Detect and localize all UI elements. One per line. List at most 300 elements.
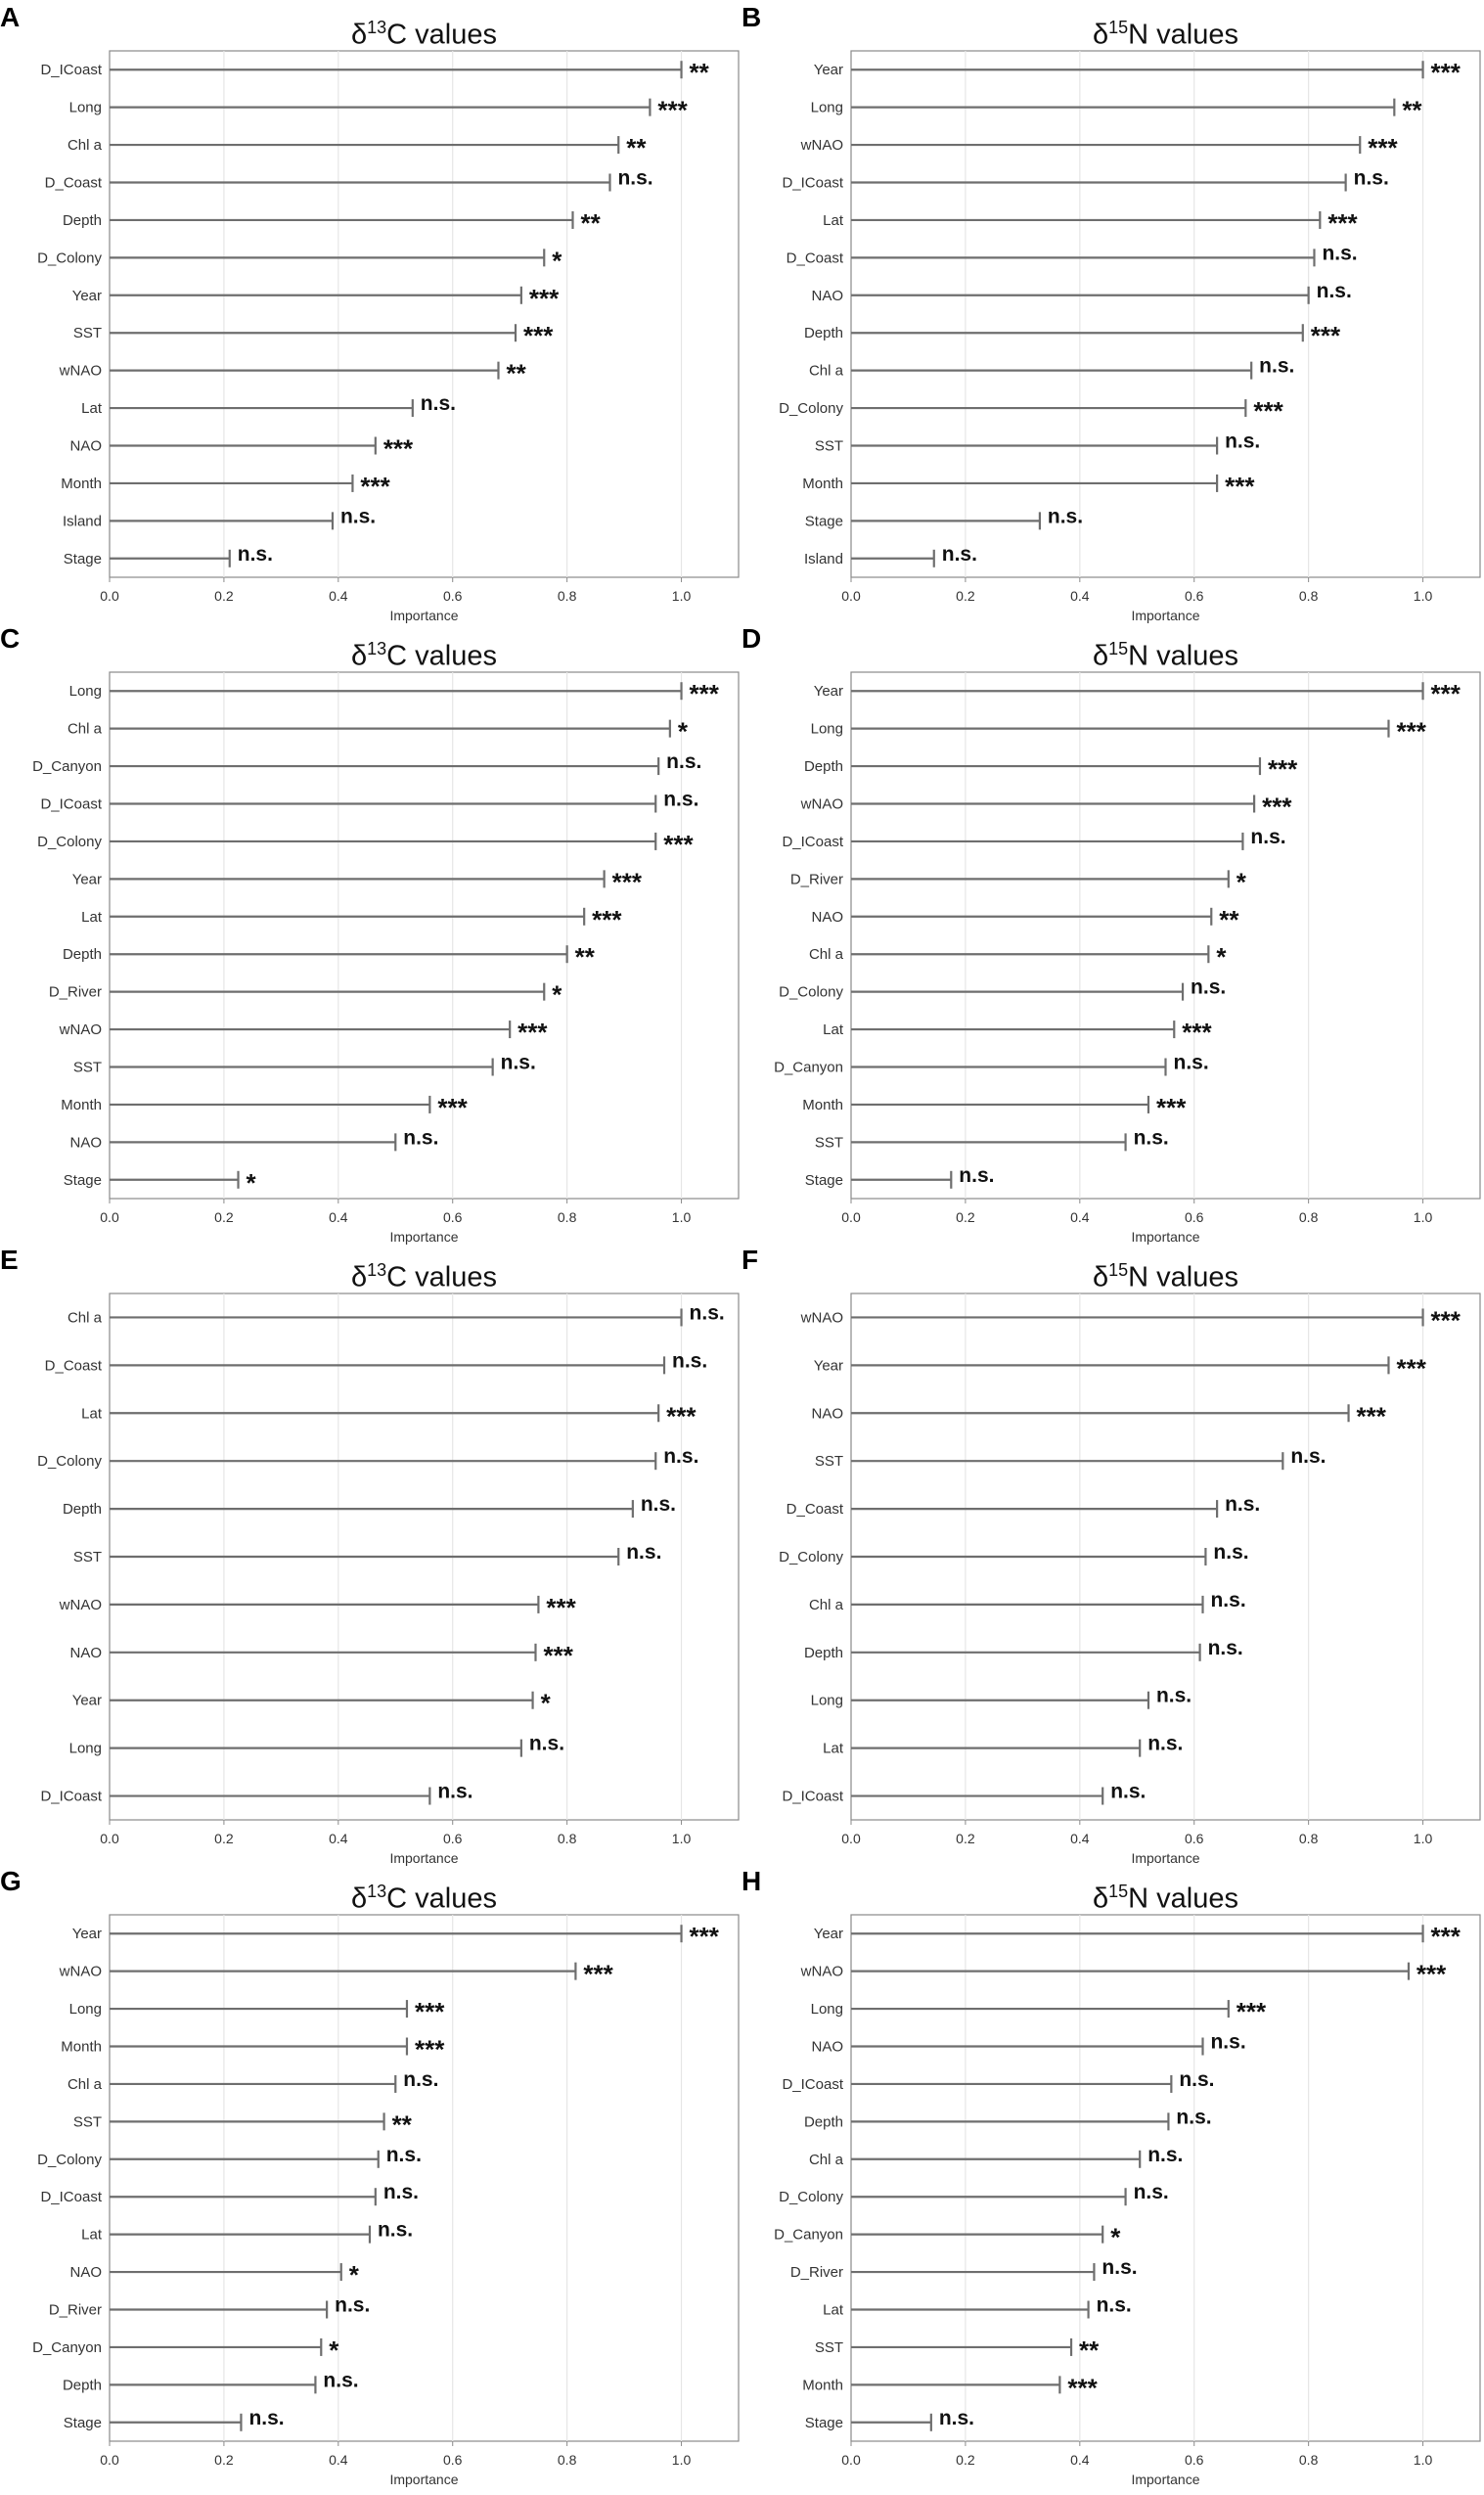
category-label: Lat <box>823 1740 843 1757</box>
significance-label: *** <box>666 1401 697 1431</box>
category-label: D_River <box>48 983 102 1001</box>
panel-label: D <box>742 623 762 654</box>
x-tick-label: 1.0 <box>671 2452 692 2468</box>
significance-label: n.s. <box>1096 2293 1132 2317</box>
significance-label: n.s. <box>1259 354 1295 378</box>
category-label: Stage <box>63 550 102 567</box>
significance-label: n.s. <box>663 1445 699 1469</box>
category-label: D_ICoast <box>782 2075 843 2093</box>
panel-g <box>0 1864 742 2486</box>
significance-label: n.s. <box>689 1301 725 1325</box>
x-tick-label: 0.0 <box>100 1209 119 1225</box>
x-tick-label: 0.0 <box>841 1209 861 1225</box>
category-label: D_ICoast <box>40 795 102 813</box>
chart-title: $\delta^{13}C$ values <box>350 18 497 51</box>
significance-label: n.s. <box>1173 1051 1209 1074</box>
x-tick-label: 0.6 <box>442 1831 463 1846</box>
significance-label: *** <box>1430 1922 1461 1952</box>
x-tick-label: 0.6 <box>442 2452 463 2468</box>
x-tick-label: 0.8 <box>1298 1831 1319 1846</box>
category-label: wNAO <box>800 795 843 813</box>
category-label: Long <box>68 683 102 701</box>
category-label: D_Colony <box>779 1549 843 1565</box>
significance-label: n.s. <box>335 2293 371 2317</box>
significance-label: n.s. <box>420 392 456 416</box>
significance-label: *** <box>583 1959 613 1989</box>
significance-label: n.s. <box>403 1126 439 1150</box>
x-tick-label: 0.4 <box>329 588 348 604</box>
x-tick-label: 1.0 <box>671 1831 692 1846</box>
category-label: Lat <box>823 2301 843 2319</box>
significance-label: n.s. <box>1225 1493 1261 1517</box>
category-label: Year <box>813 683 843 701</box>
significance-label: n.s. <box>248 2406 285 2429</box>
category-label: D_Canyon <box>774 2226 843 2244</box>
category-label: Chl a <box>808 1596 843 1613</box>
significance-label: * <box>1216 942 1227 973</box>
category-label: wNAO <box>59 1021 102 1039</box>
category-label: D_Coast <box>786 250 843 267</box>
significance-label: n.s. <box>1210 1588 1246 1611</box>
x-tick-label: 0.4 <box>329 1209 348 1225</box>
category-label: Chl a <box>67 720 102 738</box>
significance-label: *** <box>689 1922 719 1952</box>
category-label: wNAO <box>800 137 843 155</box>
significance-label: n.s. <box>1133 2181 1169 2204</box>
category-label: Long <box>68 99 102 116</box>
significance-label: *** <box>414 1997 445 2027</box>
x-tick-label: 0.6 <box>442 1209 463 1225</box>
category-label: Year <box>813 1926 843 1943</box>
category-label: D_Colony <box>37 833 102 850</box>
category-label: Month <box>61 1096 102 1113</box>
category-label: Depth <box>803 2113 843 2131</box>
category-label: Depth <box>62 1501 102 1519</box>
significance-label: *** <box>1430 1305 1461 1336</box>
x-tick-label: 0.8 <box>557 1209 577 1225</box>
chart-title: $\delta^{15}N$ values <box>1092 1260 1238 1293</box>
category-label: Long <box>810 1692 843 1709</box>
x-tick-label: 0.4 <box>1070 2452 1090 2468</box>
x-axis-label: Importance <box>389 1229 459 1245</box>
x-tick-label: 0.8 <box>557 1831 577 1846</box>
significance-label: *** <box>1416 1959 1447 1989</box>
category-label: D_River <box>789 2264 843 2282</box>
x-tick-label: 0.2 <box>214 588 234 604</box>
x-tick-label: 0.4 <box>1070 1831 1090 1846</box>
significance-label: ** <box>1079 2335 1100 2365</box>
significance-label: * <box>552 979 562 1010</box>
x-tick-label: 0.4 <box>1070 1209 1090 1225</box>
category-label: wNAO <box>800 1963 843 1980</box>
category-label: Year <box>813 1357 843 1375</box>
significance-label: n.s. <box>1176 2106 1212 2129</box>
significance-label: *** <box>543 1640 573 1670</box>
category-label: Depth <box>803 758 843 776</box>
category-label: Stage <box>804 1171 843 1189</box>
x-tick-label: 0.8 <box>557 588 577 604</box>
x-tick-label: 0.2 <box>214 2452 234 2468</box>
x-tick-label: 0.0 <box>841 588 861 604</box>
significance-label: n.s. <box>666 750 702 774</box>
x-tick-label: 0.8 <box>1298 588 1319 604</box>
panel-label: B <box>742 2 762 32</box>
x-tick-label: 1.0 <box>1413 588 1433 604</box>
category-label: D_Canyon <box>32 2338 102 2356</box>
category-label: Stage <box>63 2414 102 2431</box>
category-label: Chl a <box>67 137 102 155</box>
x-tick-label: 1.0 <box>671 588 692 604</box>
category-label: Depth <box>62 946 102 964</box>
category-label: Month <box>802 475 843 492</box>
significance-label: * <box>1236 867 1246 897</box>
x-tick-label: 0.0 <box>100 588 119 604</box>
significance-label: n.s. <box>382 2181 420 2204</box>
category-label: D_Coast <box>44 174 102 192</box>
category-label: Long <box>810 2001 843 2019</box>
x-tick-label: 1.0 <box>1413 1209 1433 1225</box>
category-label: D_Colony <box>779 2189 843 2206</box>
significance-label: *** <box>1262 792 1292 822</box>
panel-e <box>0 1243 742 1865</box>
significance-label: *** <box>1253 396 1283 427</box>
category-label: Year <box>813 62 843 79</box>
plot-frame <box>851 1915 1480 2441</box>
significance-label: * <box>1110 2222 1121 2252</box>
significance-label: n.s. <box>1225 430 1261 453</box>
x-axis-label: Importance <box>1131 1850 1200 1866</box>
significance-label: *** <box>1155 1092 1187 1122</box>
category-label: Island <box>62 513 102 530</box>
significance-label: ** <box>574 942 595 973</box>
category-label: NAO <box>69 1644 102 1661</box>
panel-b <box>742 0 1483 622</box>
category-label: NAO <box>69 437 102 455</box>
category-label: Year <box>71 871 102 888</box>
category-label: wNAO <box>59 1963 102 1980</box>
category-label: SST <box>814 2338 843 2356</box>
panel-label: C <box>0 623 21 654</box>
significance-label: ** <box>391 2109 412 2140</box>
x-tick-label: 0.2 <box>214 1209 234 1225</box>
x-tick-label: 0.8 <box>557 2452 577 2468</box>
category-label: Lat <box>823 211 843 229</box>
category-label: D_Colony <box>779 983 843 1001</box>
category-label: Lat <box>81 908 102 926</box>
x-tick-label: 0.0 <box>841 2452 861 2468</box>
significance-label: n.s. <box>1147 2143 1184 2166</box>
significance-label: *** <box>1182 1018 1212 1048</box>
x-tick-label: 0.0 <box>841 1831 861 1846</box>
x-tick-label: 0.2 <box>956 588 975 604</box>
chart-title: $\delta^{13}C$ values <box>350 1882 497 1915</box>
significance-label: *** <box>663 829 694 859</box>
category-label: D_Colony <box>37 2151 102 2168</box>
significance-label: n.s. <box>1147 1732 1184 1755</box>
x-tick-label: 0.6 <box>1184 1209 1204 1225</box>
significance-label: ** <box>1402 95 1422 125</box>
category-label: Chl a <box>808 362 843 380</box>
category-label: wNAO <box>800 1309 843 1327</box>
category-label: Chl a <box>67 1309 102 1327</box>
category-label: D_Coast <box>786 1501 843 1519</box>
panel-f <box>742 1243 1483 1865</box>
x-tick-label: 0.2 <box>214 1831 234 1846</box>
significance-label: n.s. <box>938 2406 975 2429</box>
category-label: SST <box>72 2113 102 2131</box>
plot-frame <box>110 1915 739 2441</box>
x-tick-label: 0.6 <box>442 588 463 604</box>
significance-label: n.s. <box>1210 2030 1246 2054</box>
significance-label: n.s. <box>1207 1636 1243 1659</box>
category-label: Lat <box>81 400 102 418</box>
category-label: NAO <box>69 1134 102 1152</box>
category-label: SST <box>72 1549 102 1565</box>
category-label: Stage <box>63 1171 102 1189</box>
significance-label: *** <box>1396 1353 1426 1384</box>
x-axis-label: Importance <box>389 2472 459 2487</box>
category-label: Lat <box>823 1021 843 1039</box>
significance-label: n.s. <box>663 788 699 811</box>
significance-label: *** <box>1396 716 1426 747</box>
category-label: D_Coast <box>44 1357 102 1375</box>
category-label: Long <box>68 2001 102 2019</box>
category-label: D_ICoast <box>40 62 102 79</box>
chart-title: $\delta^{13}C$ values <box>350 1260 497 1293</box>
bar-chart <box>0 0 742 622</box>
significance-label: *** <box>360 471 390 501</box>
category-label: D_ICoast <box>40 2189 102 2206</box>
significance-label: *** <box>657 95 688 125</box>
bar-chart <box>742 1864 1483 2486</box>
category-label: D_ICoast <box>40 1788 102 1805</box>
significance-label: n.s. <box>1191 975 1227 999</box>
x-axis-label: Importance <box>1131 2472 1200 2487</box>
significance-label: ** <box>626 133 647 163</box>
x-tick-label: 0.0 <box>100 1831 119 1846</box>
category-label: Lat <box>81 1405 102 1423</box>
category-label: Year <box>71 1692 102 1709</box>
significance-label: n.s. <box>528 1732 565 1755</box>
category-label: Chl a <box>808 2151 843 2168</box>
significance-label: n.s. <box>672 1349 708 1373</box>
significance-label: n.s. <box>626 1541 662 1564</box>
x-tick-label: 0.6 <box>1184 588 1204 604</box>
category-label: SST <box>814 1453 843 1471</box>
x-tick-label: 0.6 <box>1184 2452 1204 2468</box>
category-label: Long <box>810 720 843 738</box>
category-label: SST <box>814 437 843 455</box>
category-label: Depth <box>62 2377 102 2394</box>
x-tick-label: 0.4 <box>1070 588 1090 604</box>
x-tick-label: 0.0 <box>100 2452 119 2468</box>
category-label: Chl a <box>808 946 843 964</box>
chart-title: $\delta^{15}N$ values <box>1092 1882 1238 1915</box>
significance-label: * <box>677 716 688 747</box>
chart-title: $\delta^{15}N$ values <box>1092 639 1238 672</box>
category-label: D_ICoast <box>782 1788 843 1805</box>
chart-title: $\delta^{15}N$ values <box>1092 18 1238 51</box>
category-label: SST <box>72 325 102 342</box>
panel-label: A <box>0 2 21 32</box>
panel-label: F <box>742 1245 759 1275</box>
significance-label: *** <box>1356 1401 1386 1431</box>
category-label: Depth <box>62 211 102 229</box>
category-label: NAO <box>69 2264 102 2282</box>
category-label: SST <box>814 1134 843 1152</box>
category-label: NAO <box>811 908 843 926</box>
category-label: Long <box>810 99 843 116</box>
significance-label: *** <box>1310 321 1341 351</box>
bar-chart <box>0 621 742 1244</box>
significance-label: n.s. <box>941 542 977 566</box>
chart-title: $\delta^{13}C$ values <box>350 639 497 672</box>
significance-label: n.s. <box>1110 1780 1147 1803</box>
significance-label: * <box>329 2335 339 2365</box>
bar-chart <box>0 1243 742 1865</box>
x-axis-label: Importance <box>1131 1229 1200 1245</box>
significance-label: n.s. <box>1322 242 1358 265</box>
category-label: NAO <box>811 1405 843 1423</box>
category-label: D_Canyon <box>32 758 102 776</box>
significance-label: ** <box>580 207 601 238</box>
plot-frame <box>110 51 739 577</box>
significance-label: ** <box>689 58 709 88</box>
significance-label: n.s. <box>500 1051 536 1074</box>
category-label: Month <box>802 1096 843 1113</box>
significance-label: *** <box>1067 2373 1098 2403</box>
significance-label: *** <box>611 867 642 897</box>
x-axis-label: Importance <box>1131 608 1200 623</box>
x-tick-label: 0.8 <box>1298 2452 1319 2468</box>
bar-chart <box>742 1243 1483 1865</box>
significance-label: n.s. <box>437 1780 473 1803</box>
panel-c <box>0 621 742 1244</box>
panel-label: G <box>0 1866 22 1896</box>
significance-label: *** <box>546 1592 576 1622</box>
panel-d <box>742 621 1483 1244</box>
significance-label: n.s. <box>640 1493 677 1517</box>
significance-label: * <box>540 1688 551 1718</box>
category-label: SST <box>72 1059 102 1076</box>
significance-label: n.s. <box>1179 2067 1215 2091</box>
significance-label: *** <box>1430 58 1461 88</box>
category-label: D_Canyon <box>774 1059 843 1076</box>
significance-label: *** <box>592 904 622 934</box>
significance-label: ** <box>1219 904 1239 934</box>
significance-label: n.s. <box>323 2369 359 2392</box>
category-label: D_River <box>48 2301 102 2319</box>
category-label: Depth <box>803 1644 843 1661</box>
category-label: D_River <box>789 871 843 888</box>
category-label: wNAO <box>59 1596 102 1613</box>
significance-label: n.s. <box>1047 505 1084 528</box>
significance-label: n.s. <box>403 2067 439 2091</box>
category-label: Stage <box>804 2414 843 2431</box>
category-label: Lat <box>81 2226 102 2244</box>
category-label: Chl a <box>67 2075 102 2093</box>
significance-label: n.s. <box>377 2218 414 2242</box>
significance-label: *** <box>437 1092 468 1122</box>
category-label: Stage <box>804 513 843 530</box>
x-tick-label: 0.4 <box>329 2452 348 2468</box>
category-label: D_ICoast <box>782 833 843 850</box>
bar-chart <box>0 1864 742 2486</box>
x-tick-label: 1.0 <box>1413 2452 1433 2468</box>
bar-chart <box>742 621 1483 1244</box>
panel-label: H <box>742 1866 762 1896</box>
significance-label: *** <box>414 2034 445 2064</box>
x-tick-label: 0.2 <box>956 2452 975 2468</box>
category-label: Long <box>68 1740 102 1757</box>
x-tick-label: 1.0 <box>671 1209 692 1225</box>
x-tick-label: 0.2 <box>956 1831 975 1846</box>
category-label: Year <box>71 287 102 304</box>
panel-a <box>0 0 742 622</box>
significance-label: n.s. <box>1213 1541 1249 1564</box>
significance-label: n.s. <box>339 505 377 528</box>
significance-label: *** <box>1327 207 1358 238</box>
significance-label: *** <box>1430 679 1461 709</box>
category-label: Month <box>61 475 102 492</box>
x-tick-label: 0.8 <box>1298 1209 1319 1225</box>
significance-label: n.s. <box>1102 2256 1138 2280</box>
category-label: wNAO <box>59 362 102 380</box>
category-label: D_ICoast <box>782 174 843 192</box>
significance-label: n.s. <box>959 1163 995 1187</box>
significance-label: *** <box>517 1018 548 1048</box>
panel-label: E <box>0 1245 19 1275</box>
category-label: NAO <box>811 287 843 304</box>
significance-label: n.s. <box>617 166 653 190</box>
significance-label: * <box>246 1167 256 1198</box>
significance-label: n.s. <box>237 542 273 566</box>
x-tick-label: 0.2 <box>956 1209 975 1225</box>
category-label: D_Colony <box>779 400 843 418</box>
x-tick-label: 0.4 <box>329 1831 348 1846</box>
category-label: Month <box>802 2377 843 2394</box>
plot-frame <box>851 51 1480 577</box>
panel-h <box>742 1864 1483 2486</box>
significance-label: n.s. <box>385 2143 422 2166</box>
bar-chart <box>742 0 1483 622</box>
significance-label: * <box>348 2260 359 2291</box>
x-tick-label: 1.0 <box>1413 1831 1433 1846</box>
category-label: NAO <box>811 2038 843 2056</box>
x-axis-label: Importance <box>389 1850 459 1866</box>
significance-label: * <box>552 246 562 276</box>
significance-label: *** <box>1236 1997 1267 2027</box>
significance-label: *** <box>1267 754 1298 785</box>
category-label: D_Colony <box>37 1453 102 1471</box>
significance-label: n.s. <box>1250 825 1286 848</box>
significance-label: n.s. <box>1133 1126 1169 1150</box>
plot-frame <box>110 672 739 1199</box>
category-label: Year <box>71 1926 102 1943</box>
category-label: Depth <box>803 325 843 342</box>
significance-label: n.s. <box>1316 279 1352 302</box>
significance-label: n.s. <box>1353 166 1389 190</box>
significance-label: *** <box>1225 471 1255 501</box>
category-label: Island <box>803 550 843 567</box>
significance-label: *** <box>382 433 414 464</box>
x-axis-label: Importance <box>389 608 459 623</box>
significance-label: *** <box>1368 133 1398 163</box>
significance-label: ** <box>506 358 526 388</box>
category-label: Month <box>61 2038 102 2056</box>
x-tick-label: 0.6 <box>1184 1831 1204 1846</box>
significance-label: n.s. <box>1155 1684 1192 1707</box>
